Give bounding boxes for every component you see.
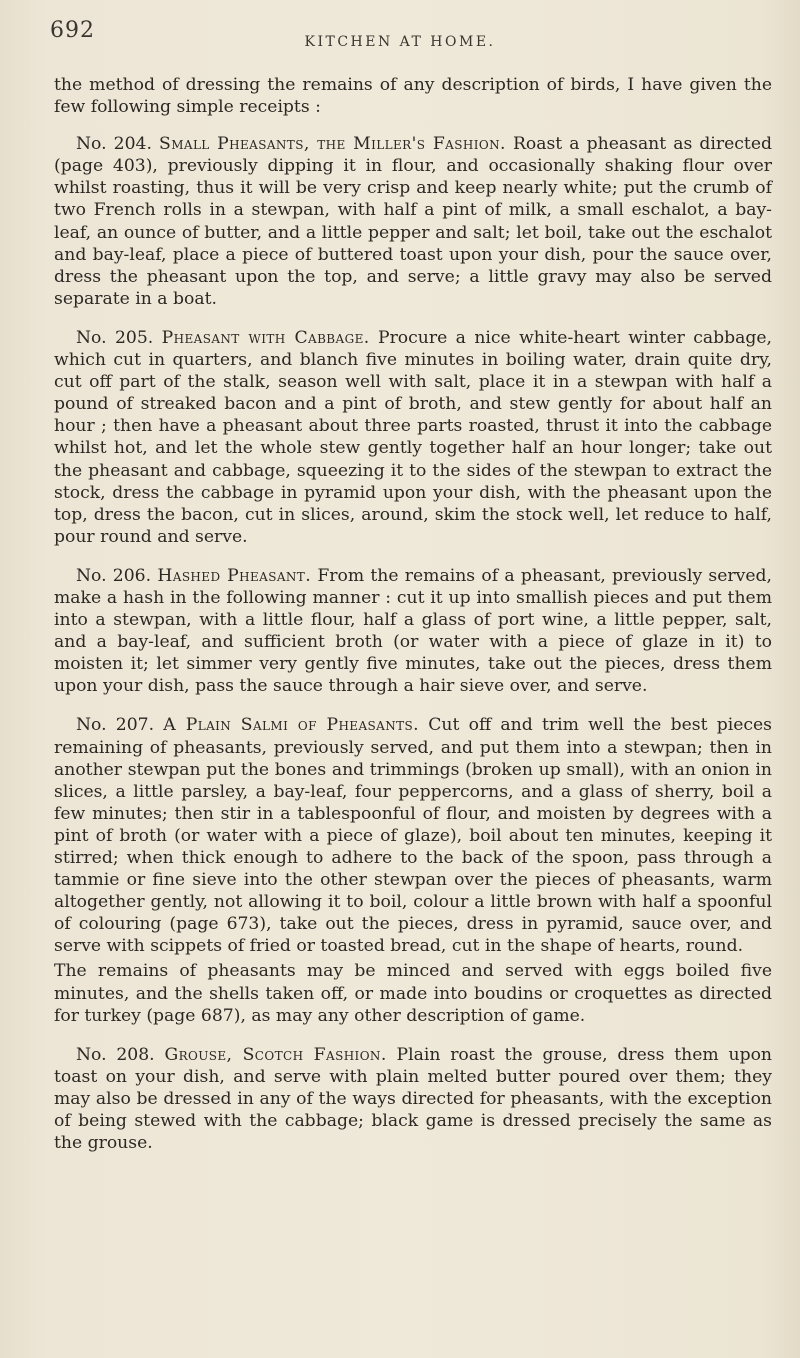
recipe-title: Pheasant with Cabbage. [161,327,370,348]
recipe-text: Roast a pheasant as directed (page 403), previously dipping it in flour, and occasionally shaking flour over whilst roasting, thus it will be very crisp and keep nearly white; put the crumb of two French rolls in a stewpan, with half a pint of milk, a small eschalot, a bay-leaf, an ounce of butter, and a little pepper and salt; let boil, take out the eschalot and bay-leaf, place a piece of buttered toast upon your dish, pour the sauce over, dress the pheasant upon the top, and serve; a little gravy may also be served separate in a boat. [54,134,773,309]
recipe-number: No. 208. [76,1044,155,1065]
recipe-text: Plain roast the grouse, dress them upon toast on your dish, and serve with plain melted butter poured over them; they may also be dressed in any of the ways directed for pheasants, with the exception of being stewed with the cabbage; black game is dressed precisely the same as the grouse. [54,1044,772,1154]
recipe-title: Hashed Pheasant. [157,565,312,586]
recipe-205 [54,327,772,548]
intro-paragraph: the method of dressing the remains of any description of birds, I have given the few following simple receipts : [54,75,772,118]
recipe-208 [54,1044,772,1154]
recipe-title: A Plain Salmi of Pheasants. [163,715,420,736]
recipe-number: No. 207. [76,715,155,736]
recipe-207 [54,714,772,957]
recipe-title: Grouse, Scotch Fashion. [164,1044,387,1065]
recipe-number: No. 205. [76,327,154,348]
recipe-text: Procure a nice white-heart winter cabbage, which cut in quarters, and blanch five minutes in boiling water, drain quite dry, cut off part of the stalk, season well with salt, place it in a stewpan with half a pound of streaked bacon and a pint of broth, and stew gently for about half an hour ; then have a pheasant about three parts roasted, thrust it into the cabbage whilst hot, and let the whole stew gently together half an hour longer; take out the pheasant and cabbage, squeezing it to the sides of the stewpan to extract the stock, dress the cabbage in pyramid upon your dish, with the pheasant upon the top, dress the bacon, cut in slices, around, skim the stock well, let reduce to half, pour round and serve. [54,327,773,547]
recipe-text: From the remains of a pheasant, previously served, make a hash in the following manner : cut it up into smallish pieces and put them into a stewpan, with a little flour, half a glass of port wine, a little pepper, salt, and a bay-leaf, and sufficient broth (or water with a piece of glaze in it) to moisten it; let simmer very gently five minutes, take out the pieces, dress them upon your dish, pass the sauce through a hair sieve over, and serve. [54,565,772,697]
recipe-number: No. 206. [76,565,152,586]
recipe-text: Cut off and trim well the best pieces remaining of pheasants, previously served, and put them into a stewpan; then in another stewpan put the bones and trimmings (broken up small), with an onion in slices, a little parsley, a bay-leaf, four peppercorns, and a glass of sherry, boil a few minutes; then stir in a tablespoonful of flour, and moisten by degrees with a pint of broth (or water with a piece of glaze), boil about ten minutes, keeping it stirred; when thick enough to adhere to the back of the spoon, pass through a tammie or fine sieve into the other stewpan over the pieces of pheasants, warm altogether gently, not allowing it to boil, colour a little brown with half a spoonful of colouring (page 673), take out the pieces, dress in pyramid, sauce over, and serve with scippets of fried or toasted bread, cut in the shape of hearts, round. [54,715,773,957]
recipe-204 [54,133,772,310]
recipe-title: Small Pheasants, the Miller's Fashion. [159,134,506,155]
recipe-number: No. 204. [76,134,152,155]
page-body [54,74,772,1171]
recipe-206 [54,565,772,698]
running-head: KITCHEN AT HOME. [304,34,496,50]
page-number: 692 [50,18,95,43]
recipe-207-note: The remains of pheasants may be minced and served with eggs boiled five minutes, and the shells taken off, or made into boudins or croquettes as directed for turkey (page 687), as may any other description of game. [54,961,772,1026]
